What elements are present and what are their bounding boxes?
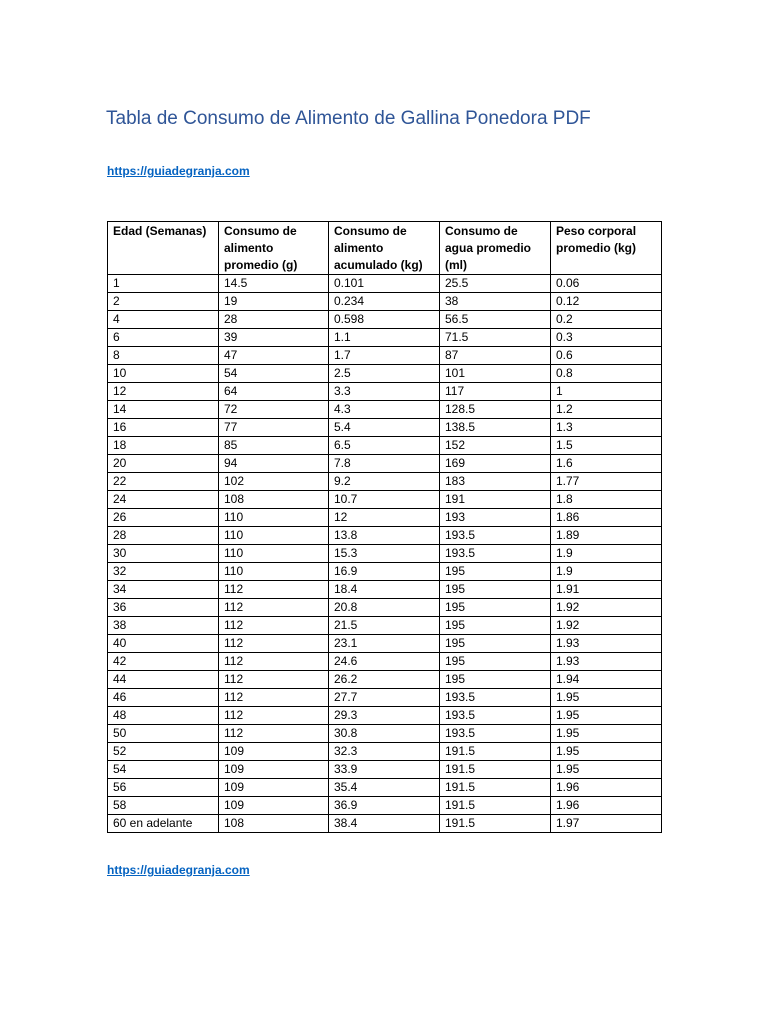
cell-avg-body-weight: 1.96 [551, 797, 662, 815]
table-row [108, 491, 662, 509]
cell-cumulative-feed: 0.234 [329, 293, 440, 311]
cell-avg-water: 193.5 [440, 707, 551, 725]
page-title: Tabla de Consumo de Alimento de Gallina Ponedora PDF [106, 108, 591, 129]
cell-avg-feed: 110 [219, 509, 329, 527]
cell-avg-water: 195 [440, 671, 551, 689]
cell-age: 34 [108, 581, 219, 599]
cell-avg-water: 193.5 [440, 545, 551, 563]
cell-avg-body-weight: 1.5 [551, 437, 662, 455]
cell-avg-feed: 77 [219, 419, 329, 437]
cell-avg-feed: 108 [219, 491, 329, 509]
cell-avg-feed: 108 [219, 815, 329, 833]
table-row [108, 329, 662, 347]
header-cumulative-feed: Consumo de alimento acumulado (kg) [329, 222, 440, 275]
cell-age: 26 [108, 509, 219, 527]
cell-age: 50 [108, 725, 219, 743]
cell-avg-feed: 112 [219, 581, 329, 599]
cell-avg-body-weight: 1.9 [551, 545, 662, 563]
cell-avg-water: 128.5 [440, 401, 551, 419]
cell-avg-body-weight: 1.3 [551, 419, 662, 437]
cell-age: 46 [108, 689, 219, 707]
cell-age: 52 [108, 743, 219, 761]
cell-avg-feed: 112 [219, 725, 329, 743]
source-link-top[interactable]: https://guiadegranja.com [107, 164, 250, 178]
cell-cumulative-feed: 21.5 [329, 617, 440, 635]
cell-avg-body-weight: 1.2 [551, 401, 662, 419]
header-avg-body-weight: Peso corporal promedio (kg) [551, 222, 662, 275]
cell-age: 42 [108, 653, 219, 671]
cell-cumulative-feed: 27.7 [329, 689, 440, 707]
cell-cumulative-feed: 0.101 [329, 275, 440, 293]
source-link-bottom[interactable]: https://guiadegranja.com [107, 863, 250, 877]
cell-avg-water: 193.5 [440, 527, 551, 545]
cell-avg-water: 191.5 [440, 743, 551, 761]
table-row [108, 581, 662, 599]
cell-age: 32 [108, 563, 219, 581]
cell-cumulative-feed: 3.3 [329, 383, 440, 401]
cell-avg-body-weight: 0.8 [551, 365, 662, 383]
cell-avg-water: 191.5 [440, 761, 551, 779]
header-avg-water: Consumo de agua promedio (ml) [440, 222, 551, 275]
cell-avg-water: 169 [440, 455, 551, 473]
cell-avg-water: 183 [440, 473, 551, 491]
table-row [108, 365, 662, 383]
cell-age: 22 [108, 473, 219, 491]
cell-age: 16 [108, 419, 219, 437]
cell-age: 20 [108, 455, 219, 473]
cell-avg-body-weight: 1.95 [551, 725, 662, 743]
cell-avg-feed: 109 [219, 779, 329, 797]
cell-avg-water: 195 [440, 581, 551, 599]
cell-avg-body-weight: 0.12 [551, 293, 662, 311]
cell-cumulative-feed: 9.2 [329, 473, 440, 491]
cell-avg-body-weight: 1.95 [551, 743, 662, 761]
cell-age: 48 [108, 707, 219, 725]
cell-cumulative-feed: 38.4 [329, 815, 440, 833]
table-row [108, 437, 662, 455]
cell-avg-feed: 72 [219, 401, 329, 419]
cell-avg-water: 195 [440, 653, 551, 671]
cell-avg-water: 191.5 [440, 797, 551, 815]
cell-cumulative-feed: 0.598 [329, 311, 440, 329]
cell-cumulative-feed: 4.3 [329, 401, 440, 419]
cell-cumulative-feed: 36.9 [329, 797, 440, 815]
table-body [108, 275, 662, 833]
table-row [108, 599, 662, 617]
header-avg-feed: Consumo de alimento promedio (g) [219, 222, 329, 275]
table-row [108, 779, 662, 797]
cell-avg-water: 191.5 [440, 779, 551, 797]
table-row [108, 743, 662, 761]
cell-age: 24 [108, 491, 219, 509]
cell-cumulative-feed: 26.2 [329, 671, 440, 689]
cell-cumulative-feed: 10.7 [329, 491, 440, 509]
table-row [108, 509, 662, 527]
cell-avg-body-weight: 1.95 [551, 761, 662, 779]
cell-avg-feed: 112 [219, 707, 329, 725]
cell-avg-body-weight: 1.95 [551, 689, 662, 707]
table-row [108, 635, 662, 653]
table-row [108, 419, 662, 437]
cell-avg-body-weight: 1.93 [551, 653, 662, 671]
cell-avg-body-weight: 1.95 [551, 707, 662, 725]
cell-avg-body-weight: 1.93 [551, 635, 662, 653]
cell-cumulative-feed: 2.5 [329, 365, 440, 383]
cell-avg-water: 71.5 [440, 329, 551, 347]
cell-avg-feed: 64 [219, 383, 329, 401]
cell-age: 56 [108, 779, 219, 797]
cell-avg-feed: 109 [219, 761, 329, 779]
cell-age: 44 [108, 671, 219, 689]
cell-avg-body-weight: 1.86 [551, 509, 662, 527]
feed-consumption-table [107, 221, 662, 833]
table-row [108, 311, 662, 329]
cell-avg-body-weight: 1.6 [551, 455, 662, 473]
cell-avg-feed: 14.5 [219, 275, 329, 293]
cell-cumulative-feed: 13.8 [329, 527, 440, 545]
cell-cumulative-feed: 24.6 [329, 653, 440, 671]
table-row [108, 815, 662, 833]
cell-avg-feed: 28 [219, 311, 329, 329]
cell-cumulative-feed: 7.8 [329, 455, 440, 473]
cell-age: 40 [108, 635, 219, 653]
cell-avg-water: 193.5 [440, 689, 551, 707]
table-row [108, 653, 662, 671]
cell-avg-feed: 112 [219, 599, 329, 617]
cell-avg-water: 152 [440, 437, 551, 455]
cell-avg-water: 191.5 [440, 815, 551, 833]
cell-cumulative-feed: 29.3 [329, 707, 440, 725]
table-row [108, 455, 662, 473]
cell-age: 30 [108, 545, 219, 563]
cell-avg-body-weight: 1.89 [551, 527, 662, 545]
cell-age: 58 [108, 797, 219, 815]
cell-avg-feed: 102 [219, 473, 329, 491]
cell-avg-water: 193.5 [440, 725, 551, 743]
cell-avg-water: 138.5 [440, 419, 551, 437]
cell-age: 4 [108, 311, 219, 329]
cell-avg-water: 195 [440, 617, 551, 635]
cell-age: 8 [108, 347, 219, 365]
cell-avg-water: 56.5 [440, 311, 551, 329]
cell-avg-body-weight: 0.3 [551, 329, 662, 347]
cell-avg-feed: 39 [219, 329, 329, 347]
cell-avg-body-weight: 0.6 [551, 347, 662, 365]
table-header-row [108, 222, 662, 275]
cell-cumulative-feed: 30.8 [329, 725, 440, 743]
table-row [108, 761, 662, 779]
cell-cumulative-feed: 33.9 [329, 761, 440, 779]
cell-avg-water: 87 [440, 347, 551, 365]
cell-avg-feed: 109 [219, 797, 329, 815]
cell-cumulative-feed: 15.3 [329, 545, 440, 563]
table-row [108, 563, 662, 581]
cell-cumulative-feed: 12 [329, 509, 440, 527]
cell-cumulative-feed: 20.8 [329, 599, 440, 617]
table-row [108, 401, 662, 419]
cell-avg-water: 195 [440, 635, 551, 653]
cell-avg-feed: 94 [219, 455, 329, 473]
cell-avg-body-weight: 1.92 [551, 617, 662, 635]
cell-avg-body-weight: 1.9 [551, 563, 662, 581]
cell-avg-water: 38 [440, 293, 551, 311]
cell-avg-water: 195 [440, 599, 551, 617]
cell-age: 28 [108, 527, 219, 545]
cell-avg-water: 193 [440, 509, 551, 527]
cell-age: 14 [108, 401, 219, 419]
cell-avg-body-weight: 1.8 [551, 491, 662, 509]
cell-avg-body-weight: 0.06 [551, 275, 662, 293]
cell-avg-feed: 19 [219, 293, 329, 311]
cell-cumulative-feed: 1.7 [329, 347, 440, 365]
cell-age: 54 [108, 761, 219, 779]
cell-age: 18 [108, 437, 219, 455]
cell-age: 12 [108, 383, 219, 401]
cell-cumulative-feed: 5.4 [329, 419, 440, 437]
cell-avg-feed: 112 [219, 617, 329, 635]
table-row [108, 725, 662, 743]
header-age-weeks: Edad (Semanas) [108, 222, 219, 275]
table-row [108, 347, 662, 365]
cell-avg-feed: 54 [219, 365, 329, 383]
cell-avg-feed: 47 [219, 347, 329, 365]
cell-avg-body-weight: 0.2 [551, 311, 662, 329]
cell-cumulative-feed: 1.1 [329, 329, 440, 347]
table-row [108, 617, 662, 635]
cell-avg-water: 101 [440, 365, 551, 383]
cell-age: 60 en adelante [108, 815, 219, 833]
table-row [108, 545, 662, 563]
cell-avg-feed: 112 [219, 635, 329, 653]
table-row [108, 707, 662, 725]
cell-avg-body-weight: 1.94 [551, 671, 662, 689]
table-row [108, 275, 662, 293]
cell-cumulative-feed: 16.9 [329, 563, 440, 581]
cell-age: 2 [108, 293, 219, 311]
table-row [108, 671, 662, 689]
cell-avg-body-weight: 1.91 [551, 581, 662, 599]
cell-age: 1 [108, 275, 219, 293]
cell-cumulative-feed: 35.4 [329, 779, 440, 797]
cell-cumulative-feed: 32.3 [329, 743, 440, 761]
table-row [108, 527, 662, 545]
cell-age: 10 [108, 365, 219, 383]
cell-avg-feed: 109 [219, 743, 329, 761]
cell-age: 38 [108, 617, 219, 635]
table-row [108, 293, 662, 311]
cell-avg-water: 195 [440, 563, 551, 581]
cell-cumulative-feed: 6.5 [329, 437, 440, 455]
cell-avg-feed: 85 [219, 437, 329, 455]
cell-age: 36 [108, 599, 219, 617]
cell-avg-feed: 110 [219, 545, 329, 563]
cell-cumulative-feed: 18.4 [329, 581, 440, 599]
cell-avg-body-weight: 1.92 [551, 599, 662, 617]
cell-avg-water: 117 [440, 383, 551, 401]
cell-avg-feed: 110 [219, 527, 329, 545]
table-row [108, 473, 662, 491]
cell-avg-feed: 112 [219, 689, 329, 707]
table-row [108, 797, 662, 815]
cell-avg-feed: 112 [219, 653, 329, 671]
cell-avg-water: 191 [440, 491, 551, 509]
cell-avg-body-weight: 1.96 [551, 779, 662, 797]
cell-cumulative-feed: 23.1 [329, 635, 440, 653]
cell-avg-body-weight: 1.77 [551, 473, 662, 491]
cell-avg-body-weight: 1.97 [551, 815, 662, 833]
cell-age: 6 [108, 329, 219, 347]
cell-avg-feed: 110 [219, 563, 329, 581]
cell-avg-body-weight: 1 [551, 383, 662, 401]
table-row [108, 383, 662, 401]
cell-avg-feed: 112 [219, 671, 329, 689]
table-row [108, 689, 662, 707]
cell-avg-water: 25.5 [440, 275, 551, 293]
